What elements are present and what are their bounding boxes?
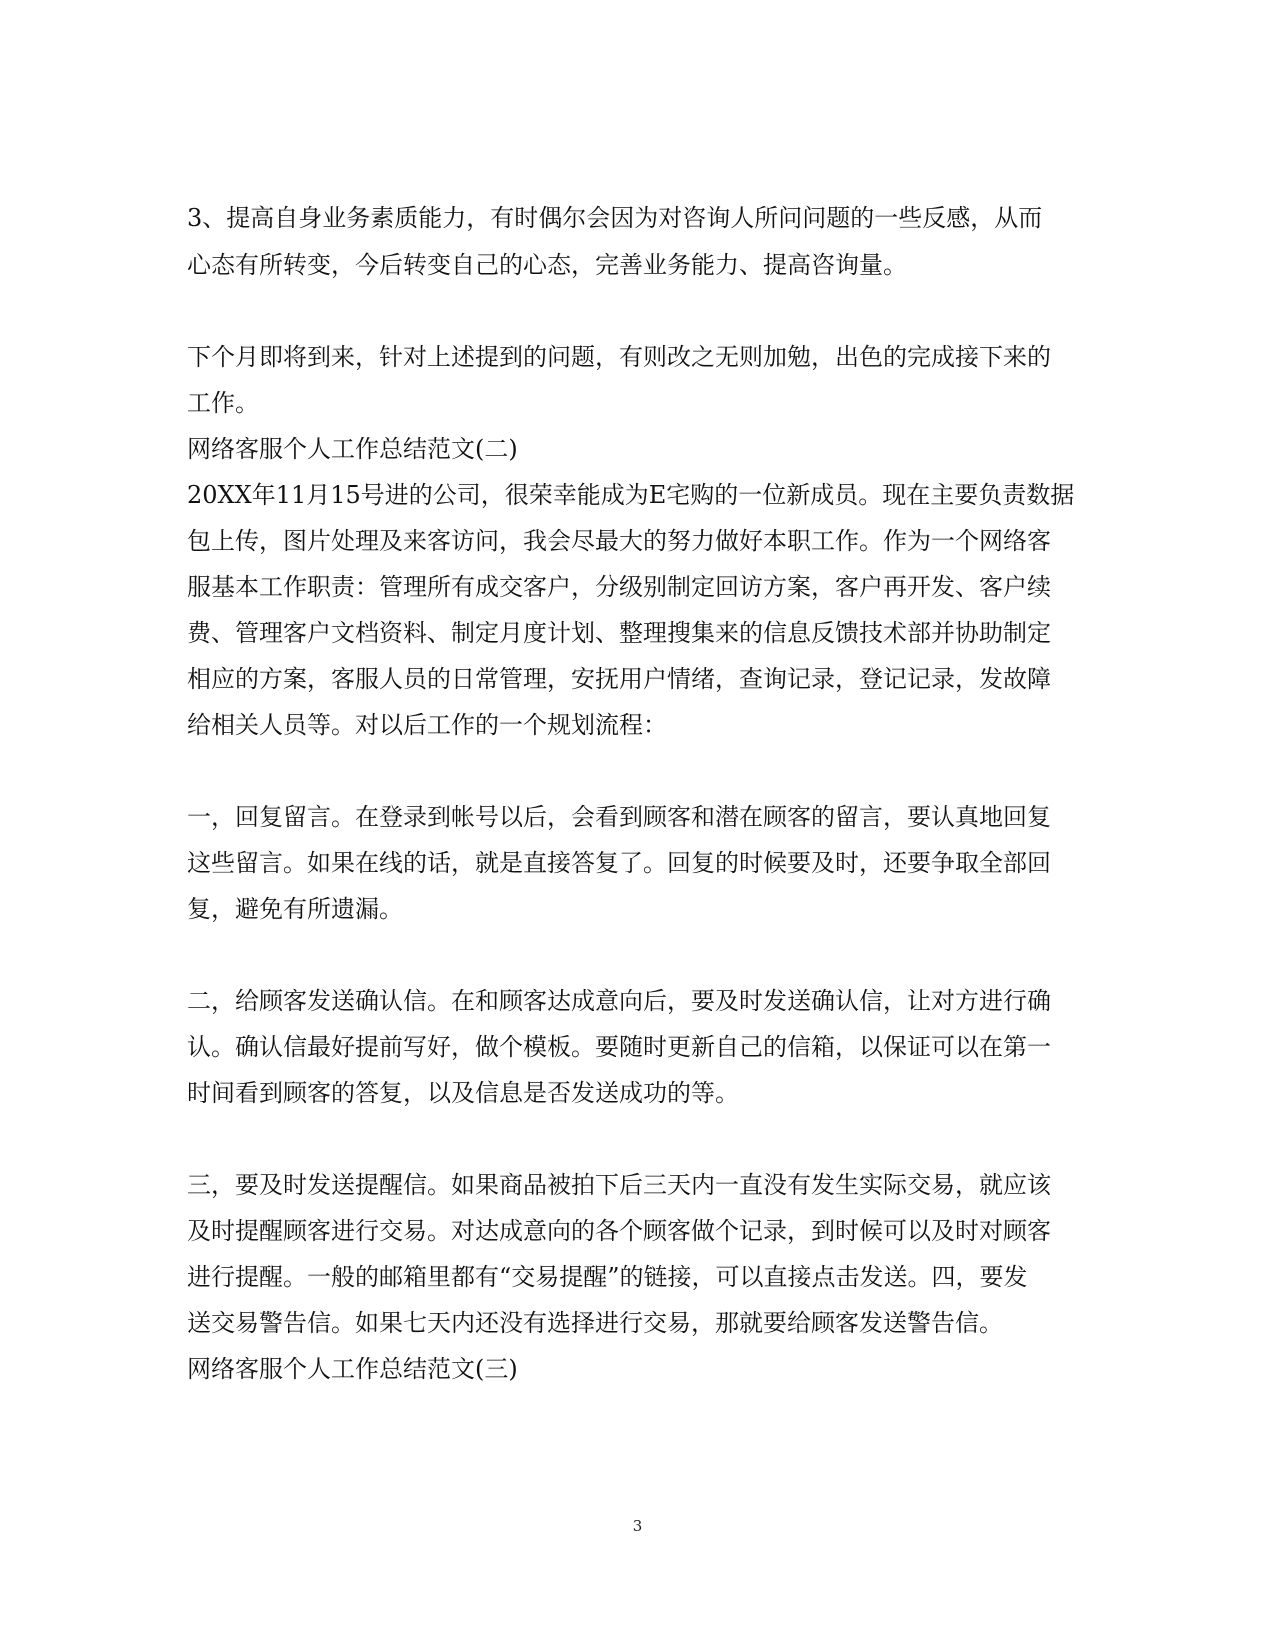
- paragraph-2-line-2: 工作。: [187, 389, 259, 417]
- paragraph-3-line-3: 服基本工作职责：管理所有成交客户，分级别制定回访方案，客户再开发、客户续: [187, 573, 1051, 601]
- paragraph-6-line-4: 送交易警告信。如果七天内还没有选择进行交易，那就要给顾客发送警告信。: [187, 1309, 1003, 1337]
- paragraph-3-line-2: 包上传，图片处理及来客访问，我会尽最大的努力做好本职工作。作为一个网络客: [187, 527, 1051, 555]
- paragraph-5-line-2: 认。确认信最好提前写好，做个模板。要随时更新自己的信箱，以保证可以在第一: [187, 1033, 1051, 1061]
- section-heading-3: 网络客服个人工作总结范文(三): [187, 1355, 518, 1383]
- paragraph-2-line-1: 下个月即将到来，针对上述提到的问题，有则改之无则加勉，出色的完成接下来的: [187, 343, 1051, 371]
- paragraph-4-line-3: 复，避免有所遗漏。: [187, 895, 403, 923]
- paragraph-6-line-3: 进行提醒。一般的邮箱里都有“交易提醒”的链接，可以直接点击发送。四，要发: [187, 1263, 1028, 1291]
- paragraph-1-line-1: 3、提高自身业务素质能力，有时偶尔会因为对咨询人所问问题的一些反感，从而: [187, 204, 1043, 232]
- section-heading-2: 网络客服个人工作总结范文(二): [187, 435, 518, 463]
- paragraph-3-line-1: 20XX年11月15号进的公司，很荣幸能成为E宅购的一位新成员。现在主要负责数据: [187, 481, 1075, 509]
- paragraph-3-line-5: 相应的方案，客服人员的日常管理，安抚用户情绪，查询记录，登记记录，发故障: [187, 665, 1051, 693]
- paragraph-5-line-3: 时间看到顾客的答复，以及信息是否发送成功的等。: [187, 1079, 739, 1107]
- paragraph-4-line-1: 一，回复留言。在登录到帐号以后，会看到顾客和潜在顾客的留言，要认真地回复: [187, 803, 1051, 831]
- page-number: 3: [632, 1517, 643, 1535]
- paragraph-4-line-2: 这些留言。如果在线的话，就是直接答复了。回复的时候要及时，还要争取全部回: [187, 849, 1051, 877]
- paragraph-6-line-1: 三，要及时发送提醒信。如果商品被拍下后三天内一直没有发生实际交易，就应该: [187, 1171, 1051, 1199]
- paragraph-1-line-2: 心态有所转变，今后转变自己的心态，完善业务能力、提高咨询量。: [187, 251, 907, 279]
- paragraph-3-line-4: 费、管理客户文档资料、制定月度计划、整理搜集来的信息反馈技术部并协助制定: [187, 619, 1051, 647]
- paragraph-6-line-2: 及时提醒顾客进行交易。对达成意向的各个顾客做个记录，到时候可以及时对顾客: [187, 1217, 1051, 1245]
- paragraph-5-line-1: 二，给顾客发送确认信。在和顾客达成意向后，要及时发送确认信，让对方进行确: [187, 987, 1051, 1015]
- paragraph-3-line-6: 给相关人员等。对以后工作的一个规划流程：: [187, 711, 667, 739]
